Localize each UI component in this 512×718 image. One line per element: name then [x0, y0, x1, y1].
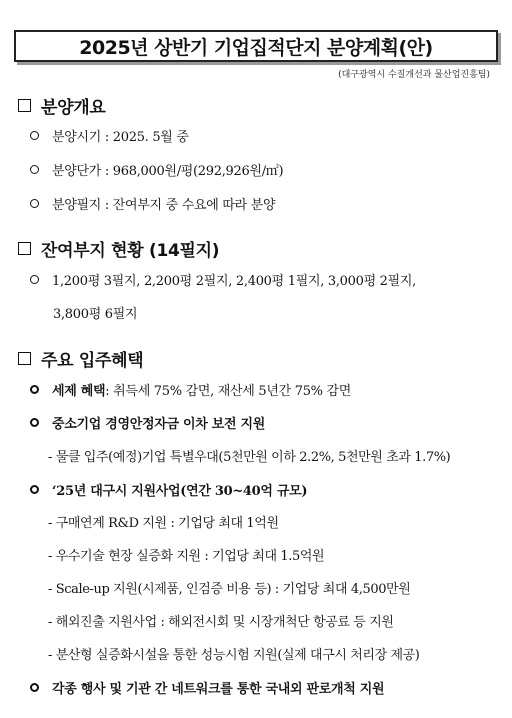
- list-item: [30, 380, 351, 399]
- list-item: [30, 270, 416, 289]
- section-heading-overview: [18, 93, 106, 118]
- square-bullet-icon: [18, 242, 31, 255]
- list-item: [30, 678, 384, 697]
- item-continuation: 3,800평 6필지: [53, 307, 138, 322]
- section-heading-remaining: [18, 236, 219, 261]
- circle-bullet-icon: [30, 485, 39, 494]
- section-title: 잔여부지 현황 (14필지): [41, 241, 220, 261]
- circle-bullet-icon: [30, 131, 39, 140]
- square-bullet-icon: [18, 99, 31, 112]
- section-title: 분양개요: [41, 98, 106, 118]
- item-text: 1,200평 3필지, 2,200평 2필지, 2,400평 1필지, 3,000평 2필지,: [52, 274, 417, 289]
- item-bold-label: 세제 혜택: [52, 384, 106, 399]
- item-text: ‘25년 대구시 지원사업(연간 30~40억 규모): [52, 484, 308, 499]
- item-text: 분양필지 : 잔여부지 중 수요에 따라 분양: [52, 198, 276, 213]
- sub-item: - Scale-up 지원(시제품, 인검증 비용 등) : 기업당 최대 4,500만원: [48, 582, 411, 597]
- circle-bullet-icon: [30, 165, 39, 174]
- sub-item: - 분산형 실증화시설을 통한 성능시험 지원(실제 대구시 처리장 제공): [48, 648, 420, 663]
- sub-item: - 구매연계 R&D 지원 : 기업당 최대 1억원: [48, 516, 279, 531]
- page-title: 2025년 상반기 기업집적단지 분양계획(안): [14, 30, 498, 62]
- section-heading-benefits: [18, 346, 143, 371]
- list-item: [30, 194, 275, 213]
- square-bullet-icon: [18, 352, 31, 365]
- item-text: 각종 행사 및 기관 간 네트워크를 통한 국내외 판로개척 지원: [52, 682, 385, 697]
- circle-bullet-icon: [30, 275, 39, 284]
- list-item: [30, 413, 265, 432]
- sub-item: - 물클 입주(예정)기업 특별우대(5천만원 이하 2.2%, 5천만원 초과 1.7%): [48, 450, 451, 465]
- item-text: 중소기업 경영안정자금 이차 보전 지원: [52, 417, 266, 432]
- item-text: 분양단가 : 968,000원/평(292,926원/㎡): [52, 164, 284, 179]
- circle-bullet-icon: [30, 385, 39, 394]
- sub-item: - 해외진출 지원사업 : 해외전시회 및 시장개척단 항공료 등 지원: [48, 615, 394, 630]
- circle-bullet-icon: [30, 199, 39, 208]
- section-title: 주요 입주혜택: [41, 351, 144, 371]
- source-note: (대구광역시 수질개선과 물산업진흥팀): [338, 70, 490, 80]
- sub-item: - 우수기술 현장 실증화 지원 : 기업당 최대 1.5억원: [48, 549, 325, 564]
- list-item: [30, 160, 283, 179]
- circle-bullet-icon: [30, 683, 39, 692]
- circle-bullet-icon: [30, 418, 39, 427]
- list-item: [30, 480, 307, 499]
- list-item: [30, 126, 189, 145]
- item-text: : 취득세 75% 감면, 재산세 5년간 75% 감면: [105, 384, 352, 399]
- item-text: 분양시기 : 2025. 5월 중: [52, 130, 189, 145]
